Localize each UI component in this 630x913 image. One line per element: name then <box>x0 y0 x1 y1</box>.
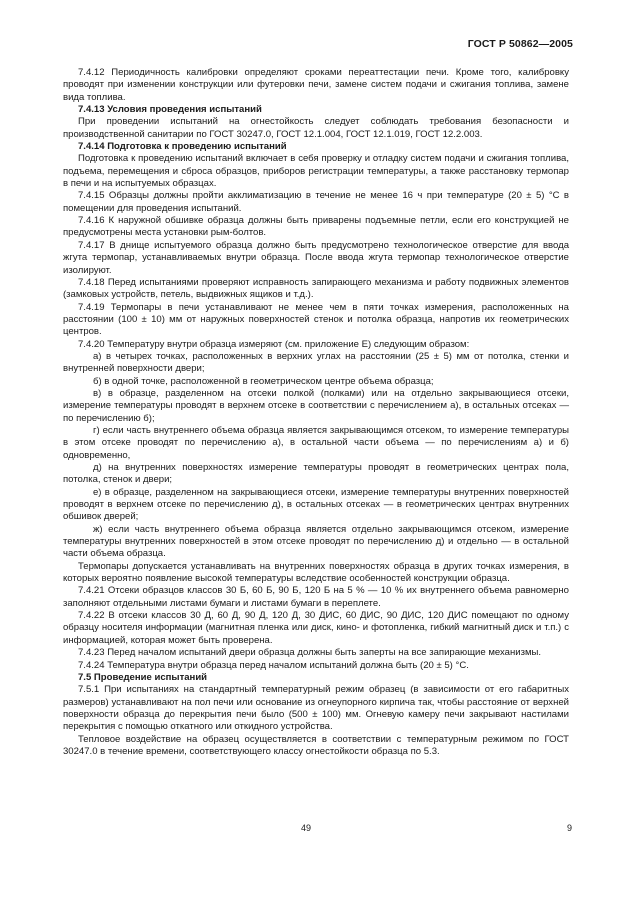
document-body <box>63 67 569 758</box>
section-heading: 7.5 Проведение испытаний <box>78 671 208 683</box>
list-item: г) если часть внутреннего объема образца является закрывающимся отсеком, то измерение температуры в этом отсеке проводят по перечислению а), в остальной части объема — по перечислениям а) и б) одновременно, <box>63 424 569 461</box>
list-item: а) в четырех точках, расположенных в верхних углах на расстоянии (25 ± 5) мм от потолка, стенки и внутренней поверхности двери; <box>63 350 569 375</box>
paragraph: 7.4.15 Образцы должны пройти акклиматизацию в течение не менее 16 ч при температуре (20 ± 5) °С в помещении для проведения испытаний. <box>63 190 569 214</box>
list-item: в) в образце, разделенном на отсеки полкой (полками) или на отдельно закрывающиеся отсеки, измерение температуры проводят в верхнем отсеке в соответствии с перечислением а), в остальных отсеках — по перечислению б); <box>63 387 569 424</box>
section-heading: 7.4.13 Условия проведения испытаний <box>78 104 262 116</box>
paragraph: Подготовка к проведению испытаний включает в себя проверку и отладку систем подачи и сжигания топлива, подъема, перемещения и сброса образцов, приборов регистрации температуры, а также расстановку термопар в печи и на испытуемых образцах. <box>63 153 569 190</box>
list-item: ж) если часть внутреннего объема образца является отдельно закрывающимся отсеком, измерение температуры внутренних поверхностей в этом отсеке проводят по перечислению д) и отдельно — в остальной части объема образца. <box>63 523 569 560</box>
paragraph: 7.5.1 При испытаниях на стандартный температурный режим образец (в зависимости от его габаритных размеров) устанавливают на пол печи или основание из огнеупорного кирпича так, чтобы расстояние от верхней поверхности образца до перекрытия печи было (500 ± 100) мм. Огневую камеру печи закрывают настилами перекрытия с помощью откатного или откидного устройства. <box>63 684 569 733</box>
paragraph: 7.4.12 Периодичность калибровки определяют сроками переаттестации печи. Кроме того, калибровку проводят при изменении конструкции или футеровки печи, замене систем подачи и сжигания топлива, замене вида топлива. <box>63 67 569 103</box>
list-item: б) в одной точке, расположенной в геометрическом центре объема образца; <box>93 375 434 387</box>
list-item: е) в образце, разделенном на закрывающиеся отсеки, измерение температуры внутренних поверхностей проводят в верхнем отсеке по перечислению д), в остальных отсеках — в геометрических центрах внутренних обшивок дверей; <box>63 486 569 523</box>
list-item: д) на внутренних поверхностях измерение температуры проводят в геометрических центрах пола, потолка, стенок и двери; <box>63 462 569 486</box>
paragraph: Термопары допускается устанавливать на внутренних поверхностях образца в других точках измерения, в которых вероятно появление высокой температуры вследствие особенностей конструкции образца. <box>63 560 569 585</box>
document-id-header: ГОСТ Р 50862—2005 <box>467 38 573 50</box>
paragraph: 7.4.21 Отсеки образцов классов 30 Б, 60 Б, 90 Б, 120 Б на 5 % — 10 % их внутреннего объема равномерно заполняют отдельными листами бумаги и листами бумаги в переплете. <box>63 585 569 609</box>
paragraph: 7.4.18 Перед испытаниями проверяют исправность запирающего механизма и работу подвижных элементов (замковых устройств, петель, выдвижных ящиков и т.д.). <box>63 276 569 301</box>
paragraph: 7.4.22 В отсеки классов 30 Д, 60 Д, 90 Д, 120 Д, 30 ДИС, 60 ДИС, 90 ДИС, 120 ДИС помещают по одному образцу носителя информации (магнитная пленка или диск, кино- и фотопленка, гибкий магнитный диск и т.п.) с информацией, которая может быть проверена. <box>63 610 569 646</box>
page-number: 49 <box>301 823 312 833</box>
paragraph: 7.4.23 Перед началом испытаний двери образца должны быть заперты на все запирающие механизмы. <box>78 647 542 659</box>
paragraph: При проведении испытаний на огнестойкость следует соблюдать требования безопасности и производственной санитарии по ГОСТ 30247.0, ГОСТ 12.1.004, ГОСТ 12.1.019, ГОСТ 12.2.003. <box>63 116 569 140</box>
section-heading: 7.4.14 Подготовка к проведению испытаний <box>78 141 287 153</box>
sheet-number: 9 <box>567 823 573 833</box>
paragraph: 7.4.20 Температуру внутри образца измеряют (см. приложение Е) следующим образом: <box>78 338 470 350</box>
paragraph: 7.4.19 Термопары в печи устанавливают не менее чем в пяти точках измерения, расположенных на расстоянии (100 ± 10) мм от наружных поверхностей стенок и потолка образца, напротив их геометрических центров. <box>63 301 569 338</box>
paragraph: 7.4.17 В днище испытуемого образца должно быть предусмотрено технологическое отверстие для ввода жгута термопар, устанавливаемых внутри образца. После ввода жгута термопар технологическое отверстие изолируют. <box>63 239 569 276</box>
paragraph: 7.4.16 К наружной обшивке образца должны быть приварены подъемные петли, если его конструкцией не предусмотрены места установки рым-болтов. <box>63 215 569 239</box>
paragraph: Тепловое воздействие на образец осуществляется в соответствии с температурным режимом по ГОСТ 30247.0 в течение времени, соответствующего классу огнестойкости образца по 5.3. <box>63 733 569 757</box>
paragraph: 7.4.24 Температура внутри образца перед началом испытаний должна быть (20 ± 5) °С. <box>78 659 469 671</box>
